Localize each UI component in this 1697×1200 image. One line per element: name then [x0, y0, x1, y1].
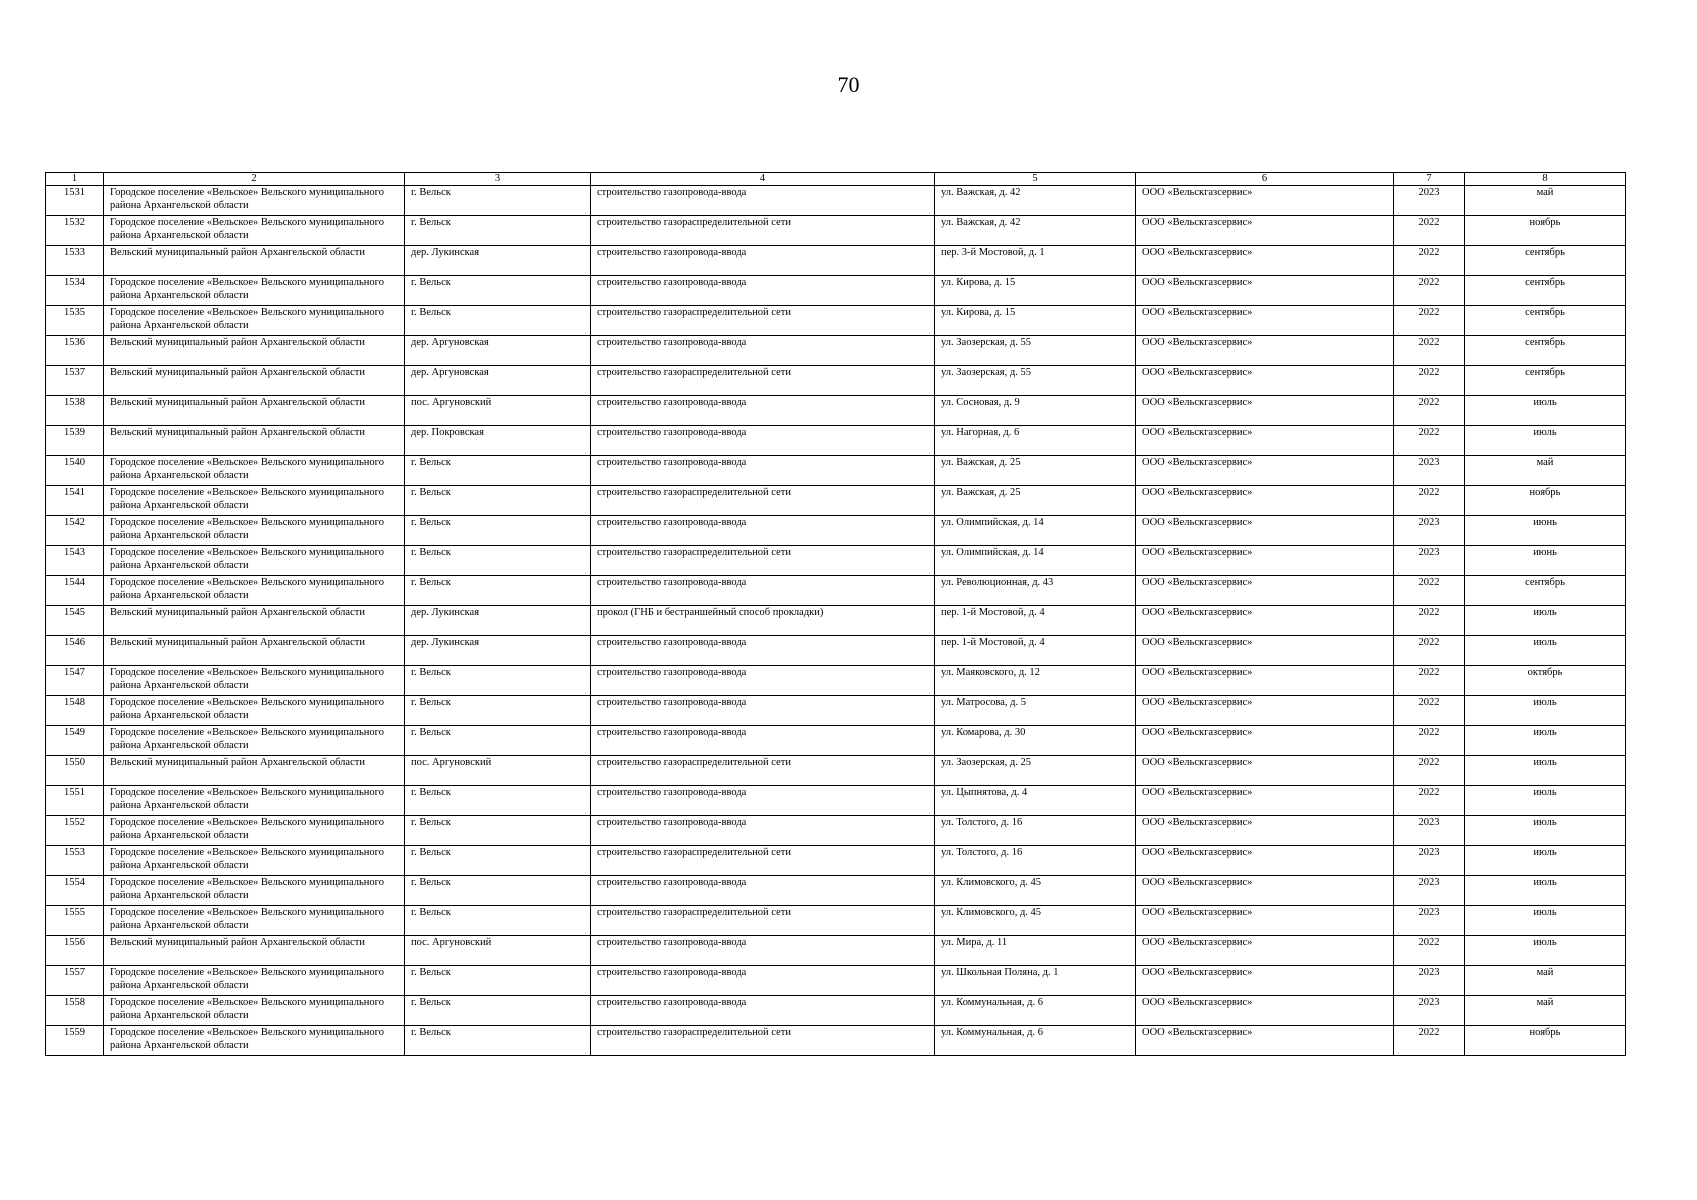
municipality-cell: Городское поселение «Вельское» Вельского муниципального района Архангельской области	[104, 546, 405, 576]
table-row	[46, 336, 1626, 366]
table-row	[46, 546, 1626, 576]
work-type-cell: строительство газопровода-ввода	[591, 396, 935, 426]
month-cell: июль	[1465, 696, 1626, 726]
month-cell: июль	[1465, 726, 1626, 756]
organization-cell: ООО «Вельскгазсервис»	[1136, 306, 1394, 336]
address-cell: ул. Важская, д. 25	[935, 486, 1136, 516]
page-number: 70	[837, 72, 860, 97]
work-type-cell: строительство газопровода-ввода	[591, 936, 935, 966]
organization-cell: ООО «Вельскгазсервис»	[1136, 516, 1394, 546]
table-row	[46, 756, 1626, 786]
locality-cell: г. Вельск	[405, 1026, 591, 1056]
organization-cell: ООО «Вельскгазсервис»	[1136, 846, 1394, 876]
year-cell: 2023	[1394, 456, 1465, 486]
organization-cell: ООО «Вельскгазсервис»	[1136, 666, 1394, 696]
table-row	[46, 216, 1626, 246]
locality-cell: г. Вельск	[405, 576, 591, 606]
table-row	[46, 516, 1626, 546]
address-cell: ул. Важская, д. 42	[935, 186, 1136, 216]
table-row	[46, 246, 1626, 276]
row-number-cell: 1537	[46, 366, 104, 396]
month-cell: июль	[1465, 846, 1626, 876]
locality-cell: дер. Аргуновская	[405, 336, 591, 366]
organization-cell: ООО «Вельскгазсервис»	[1136, 636, 1394, 666]
municipality-cell: Городское поселение «Вельское» Вельского муниципального района Архангельской области	[104, 456, 405, 486]
municipality-cell: Городское поселение «Вельское» Вельского муниципального района Архангельской области	[104, 486, 405, 516]
municipality-cell: Городское поселение «Вельское» Вельского муниципального района Архангельской области	[104, 276, 405, 306]
organization-cell: ООО «Вельскгазсервис»	[1136, 426, 1394, 456]
year-cell: 2022	[1394, 756, 1465, 786]
organization-cell: ООО «Вельскгазсервис»	[1136, 876, 1394, 906]
table-row	[46, 996, 1626, 1026]
table-row	[46, 486, 1626, 516]
locality-cell: г. Вельск	[405, 186, 591, 216]
year-cell: 2023	[1394, 876, 1465, 906]
address-cell: ул. Мира, д. 11	[935, 936, 1136, 966]
work-type-cell: строительство газопровода-ввода	[591, 636, 935, 666]
address-cell: ул. Заозерская, д. 55	[935, 336, 1136, 366]
table-row	[46, 876, 1626, 906]
work-type-cell: строительство газопровода-ввода	[591, 726, 935, 756]
row-number-cell: 1548	[46, 696, 104, 726]
month-cell: июль	[1465, 606, 1626, 636]
year-cell: 2022	[1394, 486, 1465, 516]
address-cell: ул. Толстого, д. 16	[935, 846, 1136, 876]
locality-cell: г. Вельск	[405, 696, 591, 726]
work-type-cell: строительство газопровода-ввода	[591, 276, 935, 306]
locality-cell: г. Вельск	[405, 846, 591, 876]
municipality-cell: Городское поселение «Вельское» Вельского муниципального района Архангельской области	[104, 306, 405, 336]
year-cell: 2022	[1394, 426, 1465, 456]
row-number-cell: 1542	[46, 516, 104, 546]
table-body	[46, 186, 1626, 1056]
year-cell: 2022	[1394, 786, 1465, 816]
address-cell: ул. Климовского, д. 45	[935, 906, 1136, 936]
year-cell: 2022	[1394, 936, 1465, 966]
row-number-cell: 1538	[46, 396, 104, 426]
municipality-cell: Городское поселение «Вельское» Вельского муниципального района Архангельской области	[104, 816, 405, 846]
address-cell: ул. Революционная, д. 43	[935, 576, 1136, 606]
address-cell: ул. Коммунальная, д. 6	[935, 996, 1136, 1026]
locality-cell: г. Вельск	[405, 546, 591, 576]
year-cell: 2023	[1394, 996, 1465, 1026]
organization-cell: ООО «Вельскгазсервис»	[1136, 996, 1394, 1026]
organization-cell: ООО «Вельскгазсервис»	[1136, 336, 1394, 366]
organization-cell: ООО «Вельскгазсервис»	[1136, 456, 1394, 486]
year-cell: 2022	[1394, 276, 1465, 306]
table-row	[46, 186, 1626, 216]
year-cell: 2022	[1394, 336, 1465, 366]
year-cell: 2022	[1394, 246, 1465, 276]
work-type-cell: строительство газопровода-ввода	[591, 336, 935, 366]
municipality-cell: Городское поселение «Вельское» Вельского муниципального района Архангельской области	[104, 216, 405, 246]
address-cell: ул. Сосновая, д. 9	[935, 396, 1136, 426]
year-cell: 2023	[1394, 546, 1465, 576]
address-cell: ул. Кирова, д. 15	[935, 306, 1136, 336]
row-number-cell: 1557	[46, 966, 104, 996]
locality-cell: пос. Аргуновский	[405, 756, 591, 786]
locality-cell: дер. Покровская	[405, 426, 591, 456]
work-type-cell: строительство газораспределительной сети	[591, 546, 935, 576]
year-cell: 2022	[1394, 726, 1465, 756]
address-cell: ул. Коммунальная, д. 6	[935, 1026, 1136, 1056]
table-row	[46, 786, 1626, 816]
municipality-cell: Городское поселение «Вельское» Вельского муниципального района Архангельской области	[104, 786, 405, 816]
table-row	[46, 936, 1626, 966]
locality-cell: дер. Лукинская	[405, 606, 591, 636]
month-cell: июль	[1465, 786, 1626, 816]
month-cell: сентябрь	[1465, 576, 1626, 606]
locality-cell: г. Вельск	[405, 456, 591, 486]
address-cell: ул. Школьная Поляна, д. 1	[935, 966, 1136, 996]
column-header: 2	[104, 173, 405, 186]
table-row	[46, 906, 1626, 936]
work-type-cell: строительство газораспределительной сети	[591, 846, 935, 876]
address-cell: ул. Олимпийская, д. 14	[935, 546, 1136, 576]
address-cell: пер. 1-й Мостовой, д. 4	[935, 606, 1136, 636]
year-cell: 2023	[1394, 846, 1465, 876]
address-cell: ул. Олимпийская, д. 14	[935, 516, 1136, 546]
table-row	[46, 1026, 1626, 1056]
row-number-cell: 1540	[46, 456, 104, 486]
organization-cell: ООО «Вельскгазсервис»	[1136, 1026, 1394, 1056]
row-number-cell: 1559	[46, 1026, 104, 1056]
row-number-cell: 1541	[46, 486, 104, 516]
month-cell: июль	[1465, 636, 1626, 666]
year-cell: 2022	[1394, 606, 1465, 636]
month-cell: октябрь	[1465, 666, 1626, 696]
month-cell: сентябрь	[1465, 276, 1626, 306]
municipality-cell: Городское поселение «Вельское» Вельского муниципального района Архангельской области	[104, 996, 405, 1026]
organization-cell: ООО «Вельскгазсервис»	[1136, 936, 1394, 966]
municipality-cell: Вельский муниципальный район Архангельской области	[104, 396, 405, 426]
organization-cell: ООО «Вельскгазсервис»	[1136, 966, 1394, 996]
row-number-cell: 1556	[46, 936, 104, 966]
year-cell: 2022	[1394, 576, 1465, 606]
municipality-cell: Городское поселение «Вельское» Вельского муниципального района Архангельской области	[104, 186, 405, 216]
row-number-cell: 1553	[46, 846, 104, 876]
municipality-cell: Городское поселение «Вельское» Вельского муниципального района Архангельской области	[104, 846, 405, 876]
work-type-cell: строительство газопровода-ввода	[591, 456, 935, 486]
organization-cell: ООО «Вельскгазсервис»	[1136, 696, 1394, 726]
municipality-cell: Городское поселение «Вельское» Вельского муниципального района Архангельской области	[104, 726, 405, 756]
column-number-row	[46, 173, 1626, 186]
organization-cell: ООО «Вельскгазсервис»	[1136, 816, 1394, 846]
month-cell: ноябрь	[1465, 1026, 1626, 1056]
work-type-cell: строительство газопровода-ввода	[591, 576, 935, 606]
year-cell: 2023	[1394, 816, 1465, 846]
work-type-cell: строительство газопровода-ввода	[591, 246, 935, 276]
row-number-cell: 1533	[46, 246, 104, 276]
row-number-cell: 1539	[46, 426, 104, 456]
table-row	[46, 276, 1626, 306]
locality-cell: дер. Аргуновская	[405, 366, 591, 396]
municipality-cell: Вельский муниципальный район Архангельской области	[104, 366, 405, 396]
locality-cell: г. Вельск	[405, 306, 591, 336]
address-cell: ул. Комарова, д. 30	[935, 726, 1136, 756]
address-cell: ул. Нагорная, д. 6	[935, 426, 1136, 456]
work-type-cell: прокол (ГНБ и бестраншейный способ прокладки)	[591, 606, 935, 636]
month-cell: сентябрь	[1465, 246, 1626, 276]
row-number-cell: 1554	[46, 876, 104, 906]
year-cell: 2023	[1394, 516, 1465, 546]
month-cell: июль	[1465, 426, 1626, 456]
work-type-cell: строительство газопровода-ввода	[591, 876, 935, 906]
organization-cell: ООО «Вельскгазсервис»	[1136, 606, 1394, 636]
row-number-cell: 1531	[46, 186, 104, 216]
work-type-cell: строительство газораспределительной сети	[591, 1026, 935, 1056]
year-cell: 2022	[1394, 216, 1465, 246]
year-cell: 2023	[1394, 186, 1465, 216]
row-number-cell: 1547	[46, 666, 104, 696]
work-type-cell: строительство газораспределительной сети	[591, 756, 935, 786]
row-number-cell: 1536	[46, 336, 104, 366]
column-header: 4	[591, 173, 935, 186]
gasification-table	[45, 172, 1626, 1056]
row-number-cell: 1544	[46, 576, 104, 606]
column-header: 7	[1394, 173, 1465, 186]
work-type-cell: строительство газораспределительной сети	[591, 216, 935, 246]
table-row	[46, 816, 1626, 846]
work-type-cell: строительство газопровода-ввода	[591, 786, 935, 816]
row-number-cell: 1555	[46, 906, 104, 936]
month-cell: май	[1465, 186, 1626, 216]
organization-cell: ООО «Вельскгазсервис»	[1136, 726, 1394, 756]
municipality-cell: Городское поселение «Вельское» Вельского муниципального района Архангельской области	[104, 1026, 405, 1056]
work-type-cell: строительство газопровода-ввода	[591, 666, 935, 696]
municipality-cell: Вельский муниципальный район Архангельской области	[104, 336, 405, 366]
municipality-cell: Городское поселение «Вельское» Вельского муниципального района Архангельской области	[104, 696, 405, 726]
row-number-cell: 1558	[46, 996, 104, 1026]
organization-cell: ООО «Вельскгазсервис»	[1136, 246, 1394, 276]
municipality-cell: Городское поселение «Вельское» Вельского муниципального района Архангельской области	[104, 906, 405, 936]
table-row	[46, 396, 1626, 426]
address-cell: ул. Важская, д. 42	[935, 216, 1136, 246]
row-number-cell: 1532	[46, 216, 104, 246]
row-number-cell: 1549	[46, 726, 104, 756]
organization-cell: ООО «Вельскгазсервис»	[1136, 906, 1394, 936]
month-cell: июль	[1465, 756, 1626, 786]
work-type-cell: строительство газораспределительной сети	[591, 906, 935, 936]
organization-cell: ООО «Вельскгазсервис»	[1136, 756, 1394, 786]
table-row	[46, 366, 1626, 396]
month-cell: июль	[1465, 936, 1626, 966]
year-cell: 2022	[1394, 366, 1465, 396]
table-row	[46, 726, 1626, 756]
work-type-cell: строительство газопровода-ввода	[591, 996, 935, 1026]
municipality-cell: Городское поселение «Вельское» Вельского муниципального района Архангельской области	[104, 666, 405, 696]
locality-cell: пос. Аргуновский	[405, 396, 591, 426]
column-header: 8	[1465, 173, 1626, 186]
month-cell: сентябрь	[1465, 336, 1626, 366]
year-cell: 2022	[1394, 396, 1465, 426]
column-header: 1	[46, 173, 104, 186]
locality-cell: г. Вельск	[405, 486, 591, 516]
year-cell: 2022	[1394, 666, 1465, 696]
address-cell: ул. Маяковского, д. 12	[935, 666, 1136, 696]
row-number-cell: 1534	[46, 276, 104, 306]
work-type-cell: строительство газопровода-ввода	[591, 966, 935, 996]
municipality-cell: Городское поселение «Вельское» Вельского муниципального района Архангельской области	[104, 576, 405, 606]
table-row	[46, 846, 1626, 876]
month-cell: июнь	[1465, 516, 1626, 546]
municipality-cell: Городское поселение «Вельское» Вельского муниципального района Архангельской области	[104, 966, 405, 996]
month-cell: сентябрь	[1465, 306, 1626, 336]
row-number-cell: 1543	[46, 546, 104, 576]
locality-cell: г. Вельск	[405, 816, 591, 846]
address-cell: ул. Цыпнятова, д. 4	[935, 786, 1136, 816]
locality-cell: г. Вельск	[405, 906, 591, 936]
year-cell: 2022	[1394, 1026, 1465, 1056]
locality-cell: г. Вельск	[405, 666, 591, 696]
year-cell: 2022	[1394, 306, 1465, 336]
month-cell: май	[1465, 996, 1626, 1026]
locality-cell: г. Вельск	[405, 726, 591, 756]
work-type-cell: строительство газопровода-ввода	[591, 426, 935, 456]
table-row	[46, 696, 1626, 726]
table-row	[46, 426, 1626, 456]
locality-cell: дер. Лукинская	[405, 636, 591, 666]
year-cell: 2022	[1394, 636, 1465, 666]
work-type-cell: строительство газопровода-ввода	[591, 186, 935, 216]
work-type-cell: строительство газораспределительной сети	[591, 366, 935, 396]
municipality-cell: Вельский муниципальный район Архангельской области	[104, 606, 405, 636]
month-cell: ноябрь	[1465, 486, 1626, 516]
address-cell: ул. Заозерская, д. 55	[935, 366, 1136, 396]
row-number-cell: 1545	[46, 606, 104, 636]
organization-cell: ООО «Вельскгазсервис»	[1136, 216, 1394, 246]
year-cell: 2023	[1394, 966, 1465, 996]
column-header: 3	[405, 173, 591, 186]
address-cell: пер. 1-й Мостовой, д. 4	[935, 636, 1136, 666]
work-type-cell: строительство газораспределительной сети	[591, 486, 935, 516]
locality-cell: г. Вельск	[405, 216, 591, 246]
locality-cell: дер. Лукинская	[405, 246, 591, 276]
locality-cell: г. Вельск	[405, 276, 591, 306]
locality-cell: г. Вельск	[405, 996, 591, 1026]
table-row	[46, 666, 1626, 696]
organization-cell: ООО «Вельскгазсервис»	[1136, 366, 1394, 396]
row-number-cell: 1551	[46, 786, 104, 816]
table-row	[46, 966, 1626, 996]
table-row	[46, 606, 1626, 636]
year-cell: 2022	[1394, 696, 1465, 726]
month-cell: июль	[1465, 396, 1626, 426]
month-cell: ноябрь	[1465, 216, 1626, 246]
municipality-cell: Вельский муниципальный район Архангельской области	[104, 246, 405, 276]
month-cell: май	[1465, 456, 1626, 486]
work-type-cell: строительство газораспределительной сети	[591, 306, 935, 336]
organization-cell: ООО «Вельскгазсервис»	[1136, 786, 1394, 816]
municipality-cell: Вельский муниципальный район Архангельской области	[104, 756, 405, 786]
locality-cell: г. Вельск	[405, 786, 591, 816]
organization-cell: ООО «Вельскгазсервис»	[1136, 276, 1394, 306]
address-cell: ул. Толстого, д. 16	[935, 816, 1136, 846]
column-header: 5	[935, 173, 1136, 186]
address-cell: ул. Кирова, д. 15	[935, 276, 1136, 306]
month-cell: июль	[1465, 876, 1626, 906]
month-cell: июль	[1465, 816, 1626, 846]
month-cell: июнь	[1465, 546, 1626, 576]
month-cell: май	[1465, 966, 1626, 996]
locality-cell: г. Вельск	[405, 876, 591, 906]
row-number-cell: 1535	[46, 306, 104, 336]
table-row	[46, 306, 1626, 336]
municipality-cell: Вельский муниципальный район Архангельской области	[104, 636, 405, 666]
month-cell: сентябрь	[1465, 366, 1626, 396]
address-cell: ул. Климовского, д. 45	[935, 876, 1136, 906]
organization-cell: ООО «Вельскгазсервис»	[1136, 486, 1394, 516]
address-cell: ул. Важская, д. 25	[935, 456, 1136, 486]
work-type-cell: строительство газопровода-ввода	[591, 516, 935, 546]
locality-cell: пос. Аргуновский	[405, 936, 591, 966]
row-number-cell: 1546	[46, 636, 104, 666]
table-row	[46, 636, 1626, 666]
municipality-cell: Городское поселение «Вельское» Вельского муниципального района Архангельской области	[104, 876, 405, 906]
work-type-cell: строительство газопровода-ввода	[591, 696, 935, 726]
municipality-cell: Вельский муниципальный район Архангельской области	[104, 426, 405, 456]
table-row	[46, 576, 1626, 606]
work-type-cell: строительство газопровода-ввода	[591, 816, 935, 846]
column-header: 6	[1136, 173, 1394, 186]
organization-cell: ООО «Вельскгазсервис»	[1136, 546, 1394, 576]
table-row	[46, 456, 1626, 486]
locality-cell: г. Вельск	[405, 966, 591, 996]
address-cell: ул. Матросова, д. 5	[935, 696, 1136, 726]
row-number-cell: 1552	[46, 816, 104, 846]
row-number-cell: 1550	[46, 756, 104, 786]
organization-cell: ООО «Вельскгазсервис»	[1136, 396, 1394, 426]
organization-cell: ООО «Вельскгазсервис»	[1136, 576, 1394, 606]
address-cell: ул. Заозерская, д. 25	[935, 756, 1136, 786]
year-cell: 2023	[1394, 906, 1465, 936]
month-cell: июль	[1465, 906, 1626, 936]
organization-cell: ООО «Вельскгазсервис»	[1136, 186, 1394, 216]
municipality-cell: Городское поселение «Вельское» Вельского муниципального района Архангельской области	[104, 516, 405, 546]
municipality-cell: Вельский муниципальный район Архангельской области	[104, 936, 405, 966]
locality-cell: г. Вельск	[405, 516, 591, 546]
address-cell: пер. 3-й Мостовой, д. 1	[935, 246, 1136, 276]
